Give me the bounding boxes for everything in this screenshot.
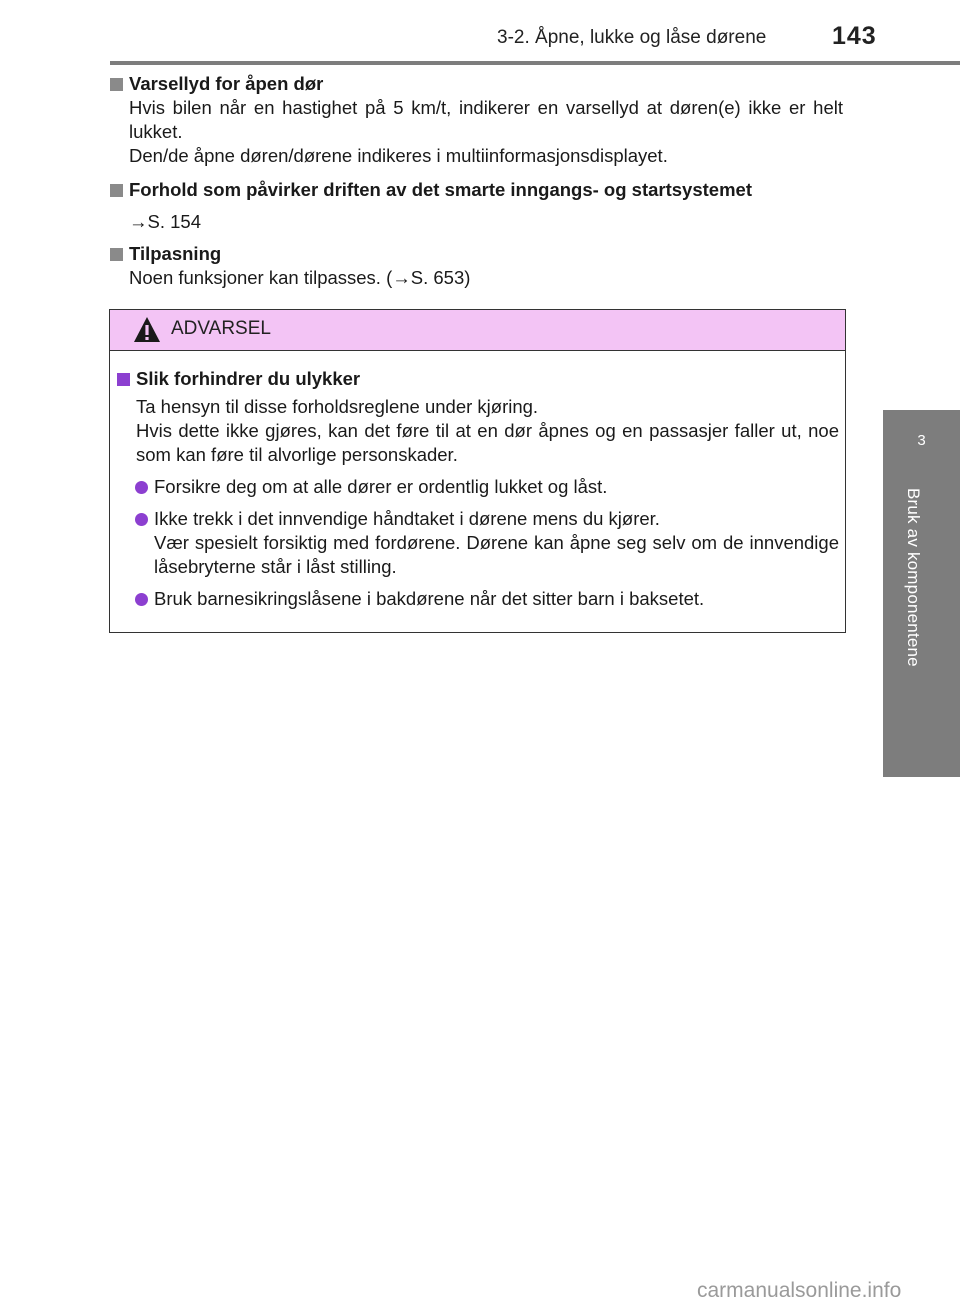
header-section-title: 3-2. Åpne, lukke og låse dørene — [497, 27, 767, 48]
bullet-dot-icon — [135, 481, 148, 494]
section-square-icon — [110, 184, 123, 197]
bullet-dot-icon — [135, 513, 148, 526]
page-number: 143 — [832, 22, 877, 50]
section-body-text: Den/de åpne døren/dørene indikeres i multiinformasjonsdisplayet. — [129, 145, 668, 166]
chapter-number: 3 — [917, 432, 926, 449]
section-square-icon — [110, 248, 123, 261]
section-heading-door-open-alarm — [110, 72, 843, 96]
warning-intro-text: Hvis dette ikke gjøres, kan det føre til at en dør åpnes og en passasjer faller ut, noe som kan føre til alvorlige personskader. — [136, 420, 839, 465]
warning-body — [117, 367, 839, 611]
bullet-text: Forsikre deg om at alle dører er ordentlig lukket og låst. — [154, 476, 608, 497]
section-heading-smart-entry — [110, 178, 843, 202]
warning-header — [110, 310, 845, 351]
page-reference-link[interactable]: →S. 154 — [129, 211, 201, 232]
warning-box — [109, 309, 846, 633]
section-heading-customization — [110, 242, 843, 266]
section-heading-text: Forhold som påvirker driften av det smarte inngangs- og startsystemet — [129, 179, 752, 200]
section-body-text: Hvis bilen når en hastighet på 5 km/t, indikerer en varsellyd at døren(e) ikke er helt lukket. — [129, 97, 843, 142]
warning-bullet — [117, 475, 839, 499]
chapter-side-tab — [883, 410, 960, 777]
chapter-title: Bruk av komponentene — [904, 488, 923, 667]
section-body-text: Noen funksjoner kan tilpasses. (→S. 653) — [129, 267, 471, 288]
section-heading-text: Varsellyd for åpen dør — [129, 73, 324, 94]
section-heading-text: Tilpasning — [129, 243, 222, 264]
warning-title: ADVARSEL — [171, 318, 271, 339]
bullet-text: Ikke trekk i det innvendige håndtaket i dørene mens du kjører. — [154, 508, 660, 529]
main-content — [110, 72, 843, 290]
section-square-icon — [110, 78, 123, 91]
warning-triangle-icon — [133, 316, 161, 343]
warning-heading-text: Slik forhindrer du ulykker — [136, 368, 361, 389]
bullet-text: Bruk barnesikringslåsene i bakdørene når det sitter barn i baksetet. — [154, 588, 705, 609]
bullet-dot-icon — [135, 593, 148, 606]
header-rule — [110, 61, 960, 65]
warning-bullet — [117, 587, 839, 611]
warning-square-icon — [117, 373, 130, 386]
warning-heading — [117, 367, 839, 391]
bullet-text: Vær spesielt forsiktig med fordørene. Dørene kan åpne seg selv om de innvendige låsebryterne står i låst stilling. — [154, 532, 839, 577]
warning-intro-text: Ta hensyn til disse forholdsreglene under kjøring. — [136, 396, 539, 417]
warning-bullet — [117, 507, 839, 579]
watermark: carmanualsonline.info — [697, 1279, 902, 1302]
